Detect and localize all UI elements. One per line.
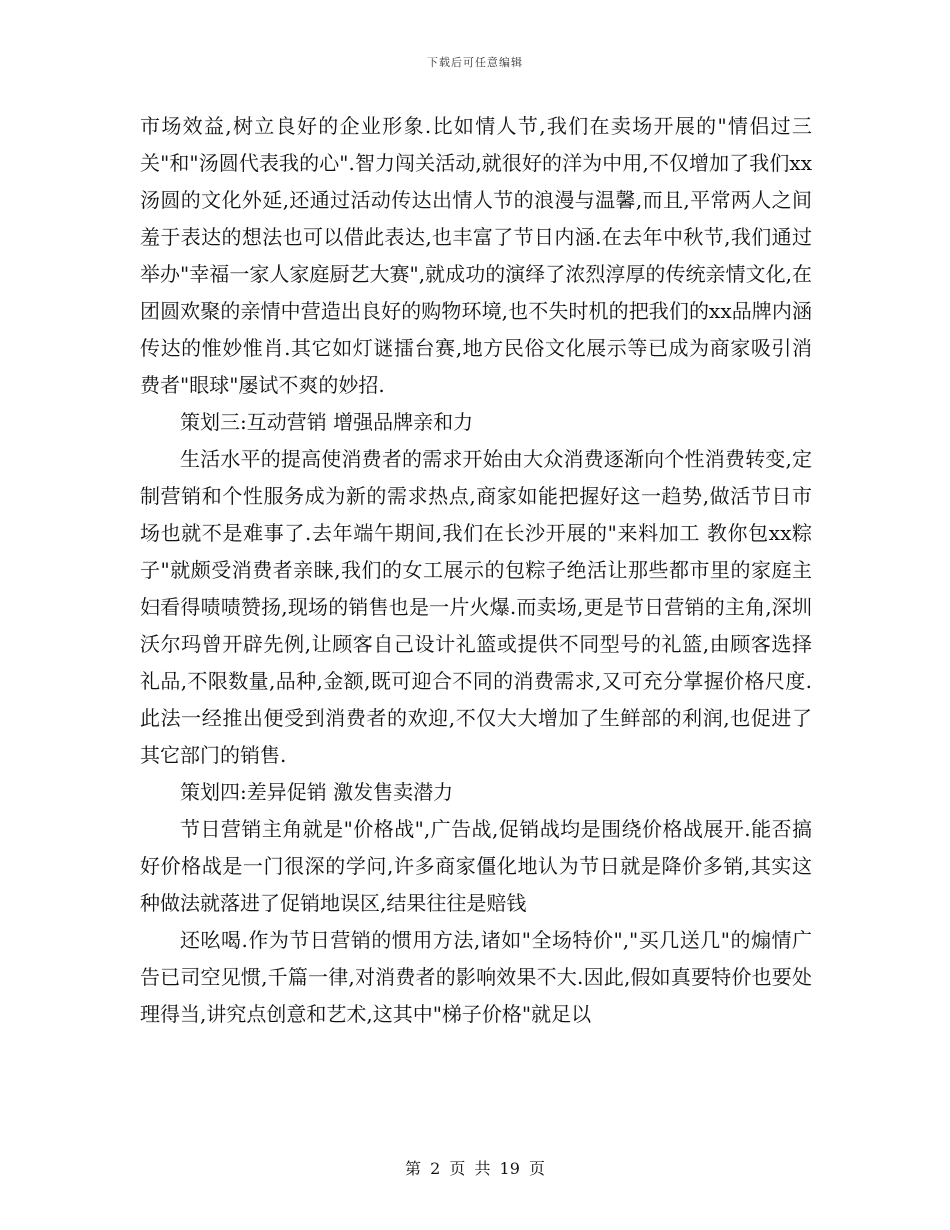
paragraph-special-price: 还吆喝.作为节日营销的惯用方法,诸如"全场特价","买几送几"的煽情广告已司空见惯,千篇一律,对消费者的影响效果不大.因此,假如真要特价也要处理得当,讲究点创意和艺术,这其中"梯子价格"就足以 (140, 928, 812, 1026)
page-header: 下载后可任意编辑 (427, 56, 523, 69)
document-body (140, 108, 812, 1033)
section-heading-plan-four: 策划四:差异促销 激发售卖潜力 (180, 780, 454, 804)
paragraph-price-war: 节日营销主角就是"价格战",广告战,促销战均是围绕价格战展开.能否搞好价格战是一门很深的学问,许多商家僵化地认为节日就是降价多销,其实这种做法就落进了促销地误区,结果往往是赔钱 (140, 817, 812, 915)
section-heading-plan-three: 策划三:互动营销 增强品牌亲和力 (180, 410, 474, 434)
page-footer: 第 2 页 共 19 页 (405, 1159, 545, 1178)
paragraph-interactive-marketing: 生活水平的提高使消费者的需求开始由大众消费逐渐向个性消费转变,定制营销和个性服务成为新的需求热点,商家如能把握好这一趋势,做活节日市场也就不是难事了.去年端午期间,我们在长沙开展的"来料加工 教你包xx粽子"就颇受消费者亲睐,我们的女工展示的包粽子绝活让那些都市里的家庭主妇看得啧啧赞扬,现场的销售也是一片火爆.而卖场,更是节日营销的主角,深圳沃尔玛曾开辟先例,让顾客自己设计礼篮或提供不同型号的礼篮,由顾客选择礼品,不限数量,品种,金额,既可迎合不同的消费需求,又可充分掌握价格尺度.此法一经推出便受到消费者的欢迎,不仅大大增加了生鲜部的利润,也促进了其它部门的销售. (140, 447, 812, 767)
paragraph-festival-examples: 市场效益,树立良好的企业形象.比如情人节,我们在卖场开展的"情侣过三关"和"汤圆代表我的心".智力闯关活动,就很好的洋为中用,不仅增加了我们xx汤圆的文化外延,还通过活动传达出情人节的浪漫与温馨,而且,平常两人之间羞于表达的想法也可以借此表达,也丰富了节日内涵.在去年中秋节,我们通过举办"幸福一家人家庭厨艺大赛",就成功的演绎了浓烈淳厚的传统亲情文化,在团圆欢聚的亲情中营造出良好的购物环境,也不失时机的把我们的xx品牌内涵传达的惟妙惟肖.其它如灯谜擂台赛,地方民俗文化展示等已成为商家吸引消费者"眼球"屡试不爽的妙招. (140, 114, 812, 397)
